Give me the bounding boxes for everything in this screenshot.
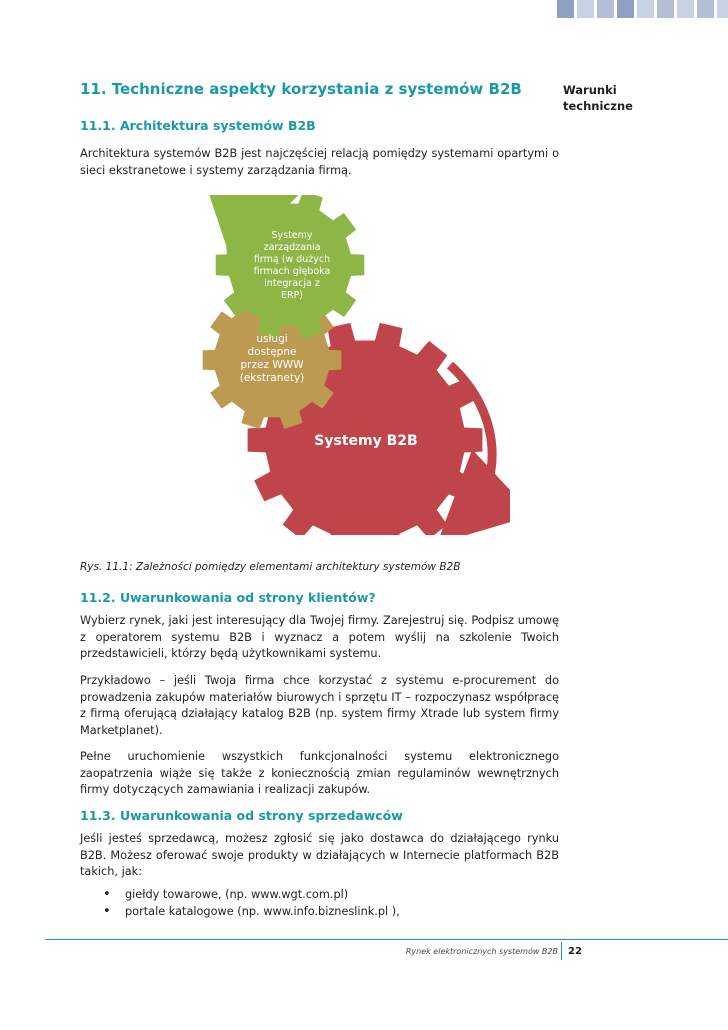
section-heading-11-2: 11.2. Uwarunkowania od strony klientów? (80, 590, 376, 605)
corner-decoration (557, 0, 728, 18)
section-heading-11-3: 11.3. Uwarunkowania od strony sprzedawców (80, 808, 403, 823)
corner-square (557, 0, 574, 18)
tan-gear-line: dostępne (247, 346, 297, 358)
architecture-diagram (150, 195, 510, 535)
paragraph: Jeśli jesteś sprzedawcą, możesz zgłosić się jako dostawca do działającego rynku B2B. Możesz oferować swoje produkty w działających w Internecie platformach B2B takich, jak: (80, 832, 559, 878)
green-gear-line: firmą (w dużych (253, 254, 331, 265)
section-heading-11-1: 11.1. Architektura systemów B2B (80, 118, 316, 133)
footer-divider (45, 939, 728, 940)
corner-square (637, 0, 654, 18)
green-gear-line: ERP) (280, 290, 304, 301)
tan-gear-line: przez WWW (240, 359, 304, 371)
corner-square (577, 0, 594, 18)
green-gear-line: firmach głęboka (253, 266, 331, 277)
tan-gear-line: (ekstranety) (239, 372, 305, 384)
figure-caption: Rys. 11.1: Zależności pomiędzy elementami architektury systemów B2B (80, 561, 461, 573)
side-label (563, 82, 633, 114)
red-gear-label: Systemy B2B (314, 433, 418, 449)
paragraph: Pełne uruchomienie wszystkich funkcjonalności systemu elektronicznego zaopatrzenia wiąże się także z koniecznością zmian regulaminów wewnętrznych firmy dotyczących zamawiania i realizacji zakupów. (80, 750, 559, 796)
paragraph: Przykładowo – jeśli Twoja firma chce korzystać z systemu e-procurement do prowadzenia zakupów materiałów biurowych i sprzętu IT – rozpoczynasz współpracę z firmą oferującą działający katalog B2B (np. system firmy Xtrade lub system firmy Marketplanet). (80, 674, 559, 737)
list-item: • portale katalogowe (np. www.info.bizneslink.pl ), (103, 904, 400, 921)
bullet-list (103, 887, 400, 920)
footer-separator (561, 942, 562, 960)
footer-publication-title: Rynek elektronicznych systemów B2B (405, 947, 558, 956)
paragraph: Architektura systemów B2B jest najczęściej relacją pomiędzy systemami opartymi o sieci ekstranetowe i systemy zarządzania firmą. (80, 147, 559, 177)
list-item: • giełdy towarowe, (np. www.wgt.com.pl) (103, 887, 400, 904)
chapter-title: 11. Techniczne aspekty korzystania z systemów B2B (80, 80, 522, 98)
corner-square (717, 0, 728, 18)
corner-square (617, 0, 634, 18)
corner-square (597, 0, 614, 18)
green-gear-line: zarządzania (263, 242, 321, 253)
corner-square (657, 0, 674, 18)
tan-gear-line: usługi (256, 333, 288, 345)
corner-square (697, 0, 714, 18)
corner-square (677, 0, 694, 18)
side-label-line1: Warunki (563, 83, 617, 97)
page-number: 22 (568, 946, 582, 957)
paragraph: Wybierz rynek, jaki jest interesujący dla Twojej firmy. Zarejestruj się. Podpisz umowę z operatorem systemu B2B i wyznacz a potem wyślij na szkolenie Twoich przedstawicieli, którzy będą użytkownikami systemu. (80, 614, 559, 660)
green-gear-line: integracja z (264, 278, 320, 289)
side-label-line2: techniczne (563, 99, 633, 113)
green-gear-line: Systemy (271, 230, 313, 241)
